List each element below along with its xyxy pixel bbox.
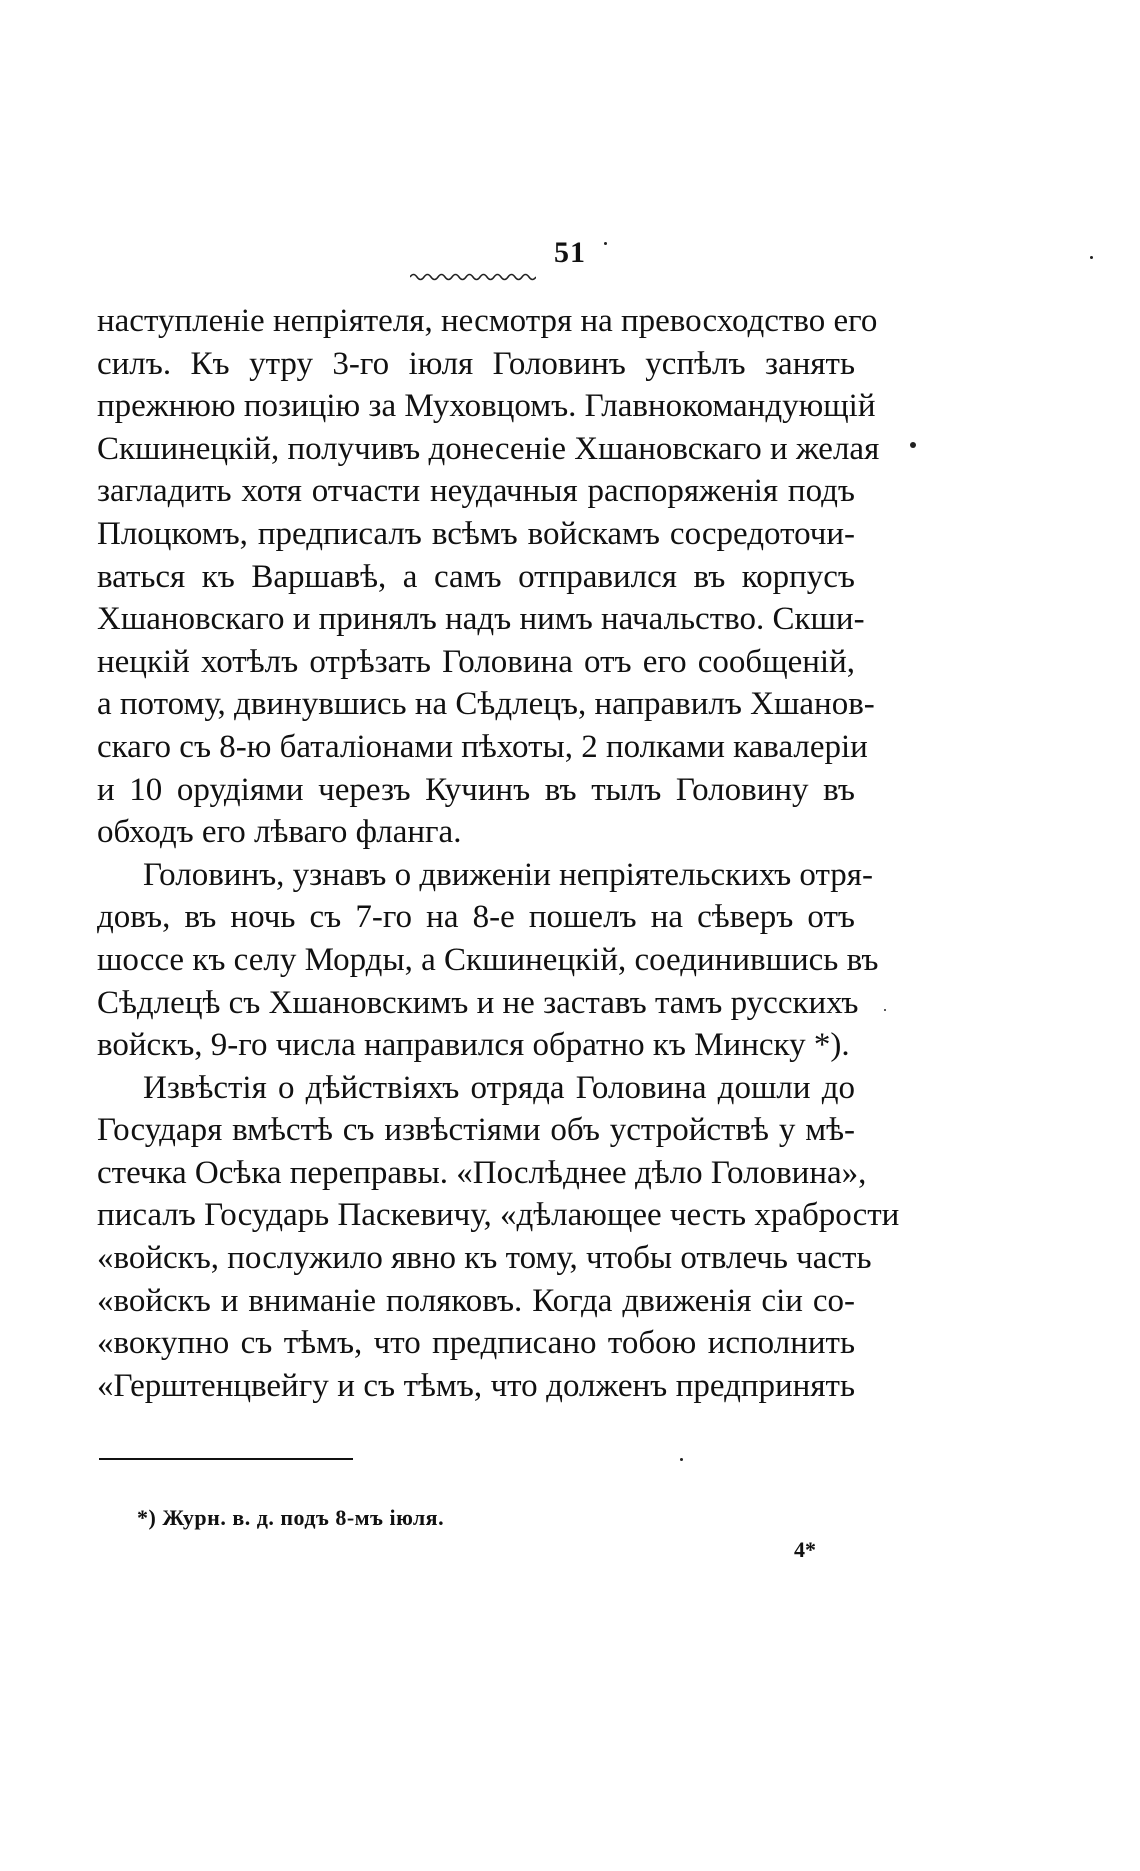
text-line: «войскъ и вниманіе поляковъ. Когда движенія сіи со- [97,1282,855,1319]
text-line: ваться къ Варшавѣ, а самъ отправился въ корпусъ [97,558,855,595]
ink-speck [910,442,916,448]
page-number: 51 [554,236,586,269]
text-line: Хшановскаго и принялъ надъ нимъ начальство. Скши- [97,601,865,638]
text-line: а потому, двинувшись на Сѣдлецъ, направилъ Хшанов- [97,686,875,723]
ink-speck [884,1009,886,1011]
text-line: Государя вмѣстѣ съ извѣстіями объ устройствѣ у мѣ- [97,1112,855,1149]
paragraph [97,854,879,1067]
text-line: шоссе къ селу Морды, а Скшинецкій, соединившись въ [97,941,879,978]
text-line: стечка Осѣка переправы. «Послѣднее дѣло Головина», [97,1154,867,1191]
ink-speck [1090,256,1093,259]
text-line: войскъ, 9-го числа направился обратно къ Минску *). [97,1027,850,1064]
ink-speck [680,1458,683,1461]
text-line: прежнюю позицію за Муховцомъ. Главнокомандующій [97,388,876,425]
text-line: «войскъ, послужило явно къ тому, чтобы отвлечь часть [97,1240,872,1277]
ink-speck [604,242,607,245]
paragraph [97,300,880,854]
text-line: и 10 орудіями черезъ Кучинъ въ тылъ Головину въ [97,771,855,808]
text-line: «Герштенцвейгу и съ тѣмъ, что долженъ предпринять [97,1367,855,1404]
wavy-ornament-icon [410,272,536,282]
text-line: загладить хотя отчасти неудачныя распоряженія подъ [97,473,855,510]
paragraph [97,1067,900,1408]
text-line: «вокупно съ тѣмъ, что предписано тобою исполнить [97,1325,855,1362]
text-line: Скшинецкій, получивъ донесеніе Хшановскаго и желая [97,430,880,467]
footnote-divider [99,1458,353,1460]
text-line: обходъ его лѣваго фланга. [97,814,462,851]
text-line: Извѣстія о дѣйствіяхъ отряда Головина дошли до [143,1069,855,1106]
footnote: *) Журн. в. д. подъ 8-мъ іюля. [137,1505,445,1530]
text-line: наступленіе непріятеля, несмотря на превосходство его [97,303,878,339]
text-line: Сѣдлецѣ съ Хшановскимъ и не заставъ тамъ русскихъ [97,984,859,1021]
text-line: скаго съ 8-ю баталіонами пѣхоты, 2 полками кавалеріи [97,728,868,765]
text-line: Головинъ, узнавъ о движеніи непріятельскихъ отря- [143,856,873,893]
body-text [97,300,900,1407]
text-line: довъ, въ ночь съ 7-го на 8-е пошелъ на сѣверъ отъ [97,899,855,936]
text-line: силъ. Къ утру 3-го іюля Головинъ успѣлъ занять [97,345,855,382]
text-line: нецкій хотѣлъ отрѣзать Головина отъ его сообщеній, [97,643,855,680]
signature-mark: 4* [794,1537,816,1562]
text-line: Плоцкомъ, предписалъ всѣмъ войскамъ сосредоточи- [97,515,855,552]
text-line: писалъ Государь Паскевичу, «дѣлающее честь храбрости [97,1197,900,1234]
